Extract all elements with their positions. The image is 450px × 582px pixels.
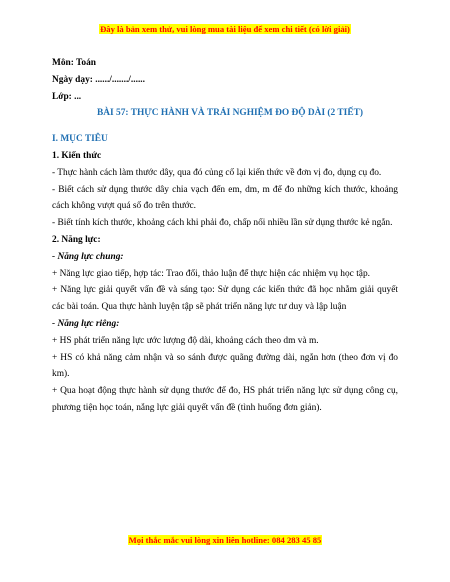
competence-heading: 2. Năng lực: bbox=[52, 234, 101, 245]
general-competence-heading: - Năng lực chung: bbox=[52, 251, 124, 262]
document-body bbox=[52, 55, 398, 417]
preview-notice-banner bbox=[0, 24, 450, 34]
lesson-title: BÀI 57: THỰC HÀNH VÀ TRẢI NGHIỆM ĐO ĐỘ DÀI (2 TIẾT) bbox=[97, 108, 363, 119]
knowledge-item: - Biết tính kích thước, khoảng cách khi phải đo, chấp nối nhiều lần sử dụng thước kẻ ngắn. bbox=[52, 218, 393, 229]
knowledge-item: - Biết cách sử dụng thước dây chia vạch đến em, dm, m để đo những kích thước, khoảng cách không vượt quá số đo trên thước. bbox=[52, 184, 398, 212]
class-line: Lớp: ... bbox=[52, 91, 82, 102]
specific-competence-item: + HS phát triển năng lực ước lượng độ dài, khoảng cách theo dm và m. bbox=[52, 335, 319, 346]
date-line: Ngày dạy: ....../......./...... bbox=[52, 74, 145, 85]
hotline-banner bbox=[0, 535, 450, 545]
specific-competence-heading: - Năng lực riêng: bbox=[52, 318, 120, 329]
section-heading-objectives: I. MỤC TIÊU bbox=[52, 134, 108, 145]
preview-notice-text: Đây là bản xem thử, vui lòng mua tài liệu để xem chi tiết (có lời giải) bbox=[100, 24, 350, 34]
specific-competence-item: + HS có khả năng cảm nhận và so sánh được quãng đường dài, ngắn hơn (theo đơn vị đo km). bbox=[52, 352, 398, 380]
hotline-text: Mọi thắc mắc vui lòng xin liên hotline: 084 283 45 85 bbox=[128, 535, 322, 545]
knowledge-heading: 1. Kiến thức bbox=[52, 150, 102, 161]
subject-line: Môn: Toán bbox=[52, 58, 97, 68]
knowledge-item: - Thực hành cách làm thước dây, qua đó củng cố lại kiến thức về đơn vị đo, dụng cụ đo. bbox=[52, 167, 382, 178]
specific-competence-item: + Qua hoạt động thực hành sử dụng thước để đo, HS phát triển năng lực sử dụng công cụ, phương tiện học toán, nắng lực giải quyết vấn đề (tình huống đơn giản). bbox=[52, 386, 398, 413]
general-competence-item: + Năng lực giao tiếp, hợp tác: Trao đổi, thảo luận để thực hiện các nhiệm vụ học tập. bbox=[52, 268, 370, 279]
general-competence-item: + Năng lực giải quyết vấn đề và sáng tạo: Sử dụng các kiến thức đã học nhằm giải quyết các bài toán. Qua thực hành luyện tập sẽ phát triển năng lực tư duy và lập luận bbox=[52, 285, 398, 313]
